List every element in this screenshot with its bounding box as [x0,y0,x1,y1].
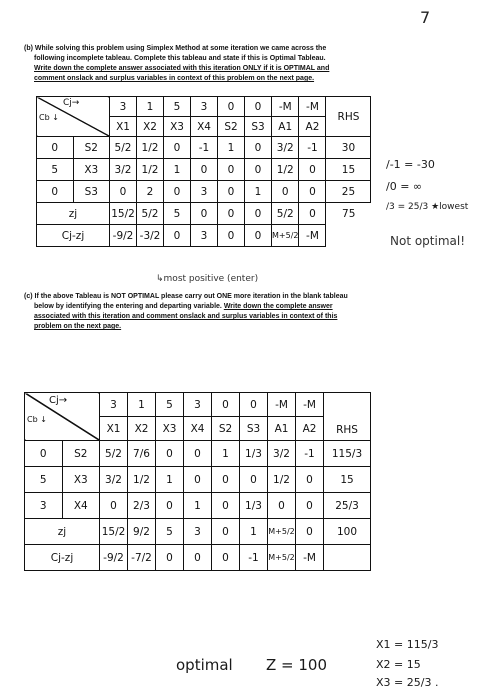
z-value: Z = 100 [266,656,328,674]
table-cell: 1/2 [272,159,299,181]
cj-cell: 0 [212,393,240,417]
table-cell: 0 [184,545,212,571]
var-header: X4 [191,117,218,137]
cb-cell: 0 [37,181,74,203]
zj-rhs: 75 [342,207,356,220]
table-cell: 0 [218,225,245,247]
table-cell: 0 [212,467,240,493]
table-cell: 0 [296,493,324,519]
table-cell: 1 [212,441,240,467]
part-c-underlined-inline: Write down the complete answer [223,303,333,310]
table-cell: 5/2 [100,441,128,467]
table-cell: 0 [191,159,218,181]
corner-cj: Cj→ [63,98,80,108]
basis-cell: X3 [62,467,100,493]
basis-cell: X3 [73,159,110,181]
var-header: S2 [212,417,240,441]
ratio-row-1: /-1 = -30 [386,158,435,171]
table-cell: 0 [299,159,326,181]
rhs-cell: 30 [326,137,371,159]
basis-cell: X4 [62,493,100,519]
cj-cell: 3 [100,393,128,417]
rhs-cell: 25 [326,181,371,203]
zj-row [25,519,371,545]
part-c-line-1: (c) If the above Tableau is NOT OPTIMAL please carry out ONE more iteration in the blank tableau [24,293,348,300]
cb-cell: 3 [25,493,63,519]
table-cell: -1 [296,441,324,467]
var-header: X3 [164,117,191,137]
table-cell: 5/2 [110,137,137,159]
table-cell: 1/3 [240,441,268,467]
cb-cell: 5 [25,467,63,493]
cj-cell: 5 [156,393,184,417]
table-cell: 5 [156,519,184,545]
table-cell: -M [299,225,326,247]
rhs-cell: 15 [326,159,371,181]
part-c-line-2: below by identifying the entering and departing variable. [34,303,222,310]
part-c-underlined-2: problem on the next page. [34,323,122,330]
basis-cell: S2 [73,137,110,159]
var-header: X3 [156,417,184,441]
table-cell: 0 [299,181,326,203]
table-cell: 1 [156,467,184,493]
zj-row [37,203,371,225]
table-cell: -9/2 [100,545,128,571]
table-cell: 3 [191,181,218,203]
table-cell: -3/2 [137,225,164,247]
rhs-cell: 15 [324,467,371,493]
cj-cell: 0 [218,97,245,117]
table-cell: 0 [184,441,212,467]
tableau-2 [24,392,371,571]
table-cell: 1/3 [240,493,268,519]
table-cell: M+5/2 [268,519,296,545]
most-positive-note: ↳most positive (enter) [156,274,259,284]
solution-x2: X2 = 15 [376,658,421,671]
table-cell: 0 [100,493,128,519]
table-cell: 5/2 [137,203,164,225]
table-cell: 1/2 [137,159,164,181]
table-cell: 0 [296,519,324,545]
solution-x1: X1 = 115/3 [376,638,439,651]
cjzj-row [37,225,371,247]
table-cell: 0 [184,467,212,493]
table-cell: -1 [240,545,268,571]
table-cell: 1 [245,181,272,203]
table-cell: 0 [212,545,240,571]
table-cell: M+5/2 [268,545,296,571]
var-header: A2 [296,417,324,441]
table-cell: -9/2 [110,225,137,247]
cb-cell: 0 [37,137,74,159]
table-cell: 0 [268,493,296,519]
var-header: X2 [137,117,164,137]
cb-cell: 0 [25,441,63,467]
part-b-text [24,44,464,84]
table-cell: 1 [218,137,245,159]
table-cell: 0 [218,159,245,181]
rhs-header: RHS [326,97,371,137]
tableau-1-corner [37,97,110,137]
table-cell: 1 [240,519,268,545]
rhs-cell: 115/3 [324,441,371,467]
table-cell: 2 [137,181,164,203]
ratio-row-3: /3 = 25/3 ★lowest [386,202,469,212]
cj-cell: 3 [184,393,212,417]
table-cell: 7/6 [128,441,156,467]
cj-cell: 0 [240,393,268,417]
table-cell: 3 [191,225,218,247]
table-cell: 0 [212,493,240,519]
table-row [25,467,371,493]
table-cell: 0 [218,203,245,225]
table-cell: 2/3 [128,493,156,519]
var-header: A1 [272,117,299,137]
part-b-underlined-2: comment onslack and surplus variables in context of this problem on the next page. [34,75,315,82]
part-c-line-2-wrap [24,302,474,312]
table-cell: 0 [218,181,245,203]
cj-cell: -M [272,97,299,117]
cj-cell: 1 [128,393,156,417]
var-header: S2 [218,117,245,137]
page-number: 7 [420,8,431,27]
table-cell: 3/2 [110,159,137,181]
table-cell: 0 [156,493,184,519]
table-row [37,137,371,159]
var-header: A1 [268,417,296,441]
zj-rhs: 100 [324,519,371,545]
table-row [37,181,371,203]
table-cell: 1 [184,493,212,519]
corner-cj: Cj→ [49,395,68,406]
ratio-row-2: /0 = ∞ [386,180,423,193]
table-cell: -1 [299,137,326,159]
part-b-line-2: following incomplete tableau. Complete this tableau and state if this is Optimal Tableau. [34,55,326,62]
table-cell: 0 [272,181,299,203]
corner-cb: Cb ↓ [27,415,47,424]
table-cell: 0 [299,203,326,225]
table-cell: 0 [296,467,324,493]
table-cell: 1 [164,159,191,181]
cb-cell: 5 [37,159,74,181]
table-cell: 15/2 [100,519,128,545]
part-c-text [24,292,474,332]
part-b-underlined-1: Write down the complete answer associated with this iteration ONLY if it is OPTIMAL and [34,65,330,72]
optimal-label: optimal [176,656,233,674]
table-row [37,159,371,181]
cjzj-label: Cj-zj [25,545,100,571]
solution-x3: X3 = 25/3 . [376,676,439,689]
table-cell: 0 [156,545,184,571]
table-cell: 5/2 [272,203,299,225]
zj-label: zj [25,519,100,545]
table-cell: -M [296,545,324,571]
table-cell: 0 [156,441,184,467]
table-row [25,493,371,519]
table-cell: 0 [164,137,191,159]
var-header: A2 [299,117,326,137]
table-cell: 3/2 [268,441,296,467]
not-optimal-note: Not optimal! [390,234,466,248]
rhs-cell: 25/3 [324,493,371,519]
table-cell: 3/2 [100,467,128,493]
var-header: S3 [240,417,268,441]
var-header: X2 [128,417,156,441]
corner-cb: Cb ↓ [39,113,59,122]
table-cell: 0 [245,225,272,247]
part-b-line-1: (b) While solving this problem using Simplex Method at some iteration we came across the [24,45,327,52]
table-cell: 1/2 [128,467,156,493]
table-row [25,441,371,467]
cj-cell: 1 [137,97,164,117]
table-cell: 0 [245,159,272,181]
zj-label: zj [37,203,110,225]
table-cell: -1 [191,137,218,159]
part-c-underlined-1: associated with this iteration and comment onslack and surplus variables in context of this [34,313,338,320]
cj-cell: -M [299,97,326,117]
table-cell: 0 [164,181,191,203]
cjzj-label: Cj-zj [37,225,110,247]
table-cell: -7/2 [128,545,156,571]
rhs-header: RHS [324,393,371,441]
table-cell: 1/2 [268,467,296,493]
table-cell: 15/2 [110,203,137,225]
cjzj-row [25,545,371,571]
table-cell: 0 [240,467,268,493]
cj-cell: -M [296,393,324,417]
table-cell: 0 [191,203,218,225]
table-cell: 1/2 [137,137,164,159]
tableau-1 [36,96,371,247]
table-cell: 0 [245,137,272,159]
basis-cell: S3 [73,181,110,203]
cj-cell: 0 [245,97,272,117]
table-cell: 3/2 [272,137,299,159]
basis-cell: S2 [62,441,100,467]
table-cell: 5 [164,203,191,225]
var-header: S3 [245,117,272,137]
tableau-2-corner [25,393,100,441]
var-header: X4 [184,417,212,441]
var-header: X1 [100,417,128,441]
cj-cell: 3 [191,97,218,117]
var-header: X1 [110,117,137,137]
cj-cell: 5 [164,97,191,117]
table-cell: 3 [184,519,212,545]
table-cell: M+5/2 [272,225,299,247]
table-cell: 9/2 [128,519,156,545]
cj-cell: -M [268,393,296,417]
table-cell: 0 [245,203,272,225]
table-cell: 0 [164,225,191,247]
table-cell: 0 [212,519,240,545]
cj-cell: 3 [110,97,137,117]
table-cell: 0 [110,181,137,203]
